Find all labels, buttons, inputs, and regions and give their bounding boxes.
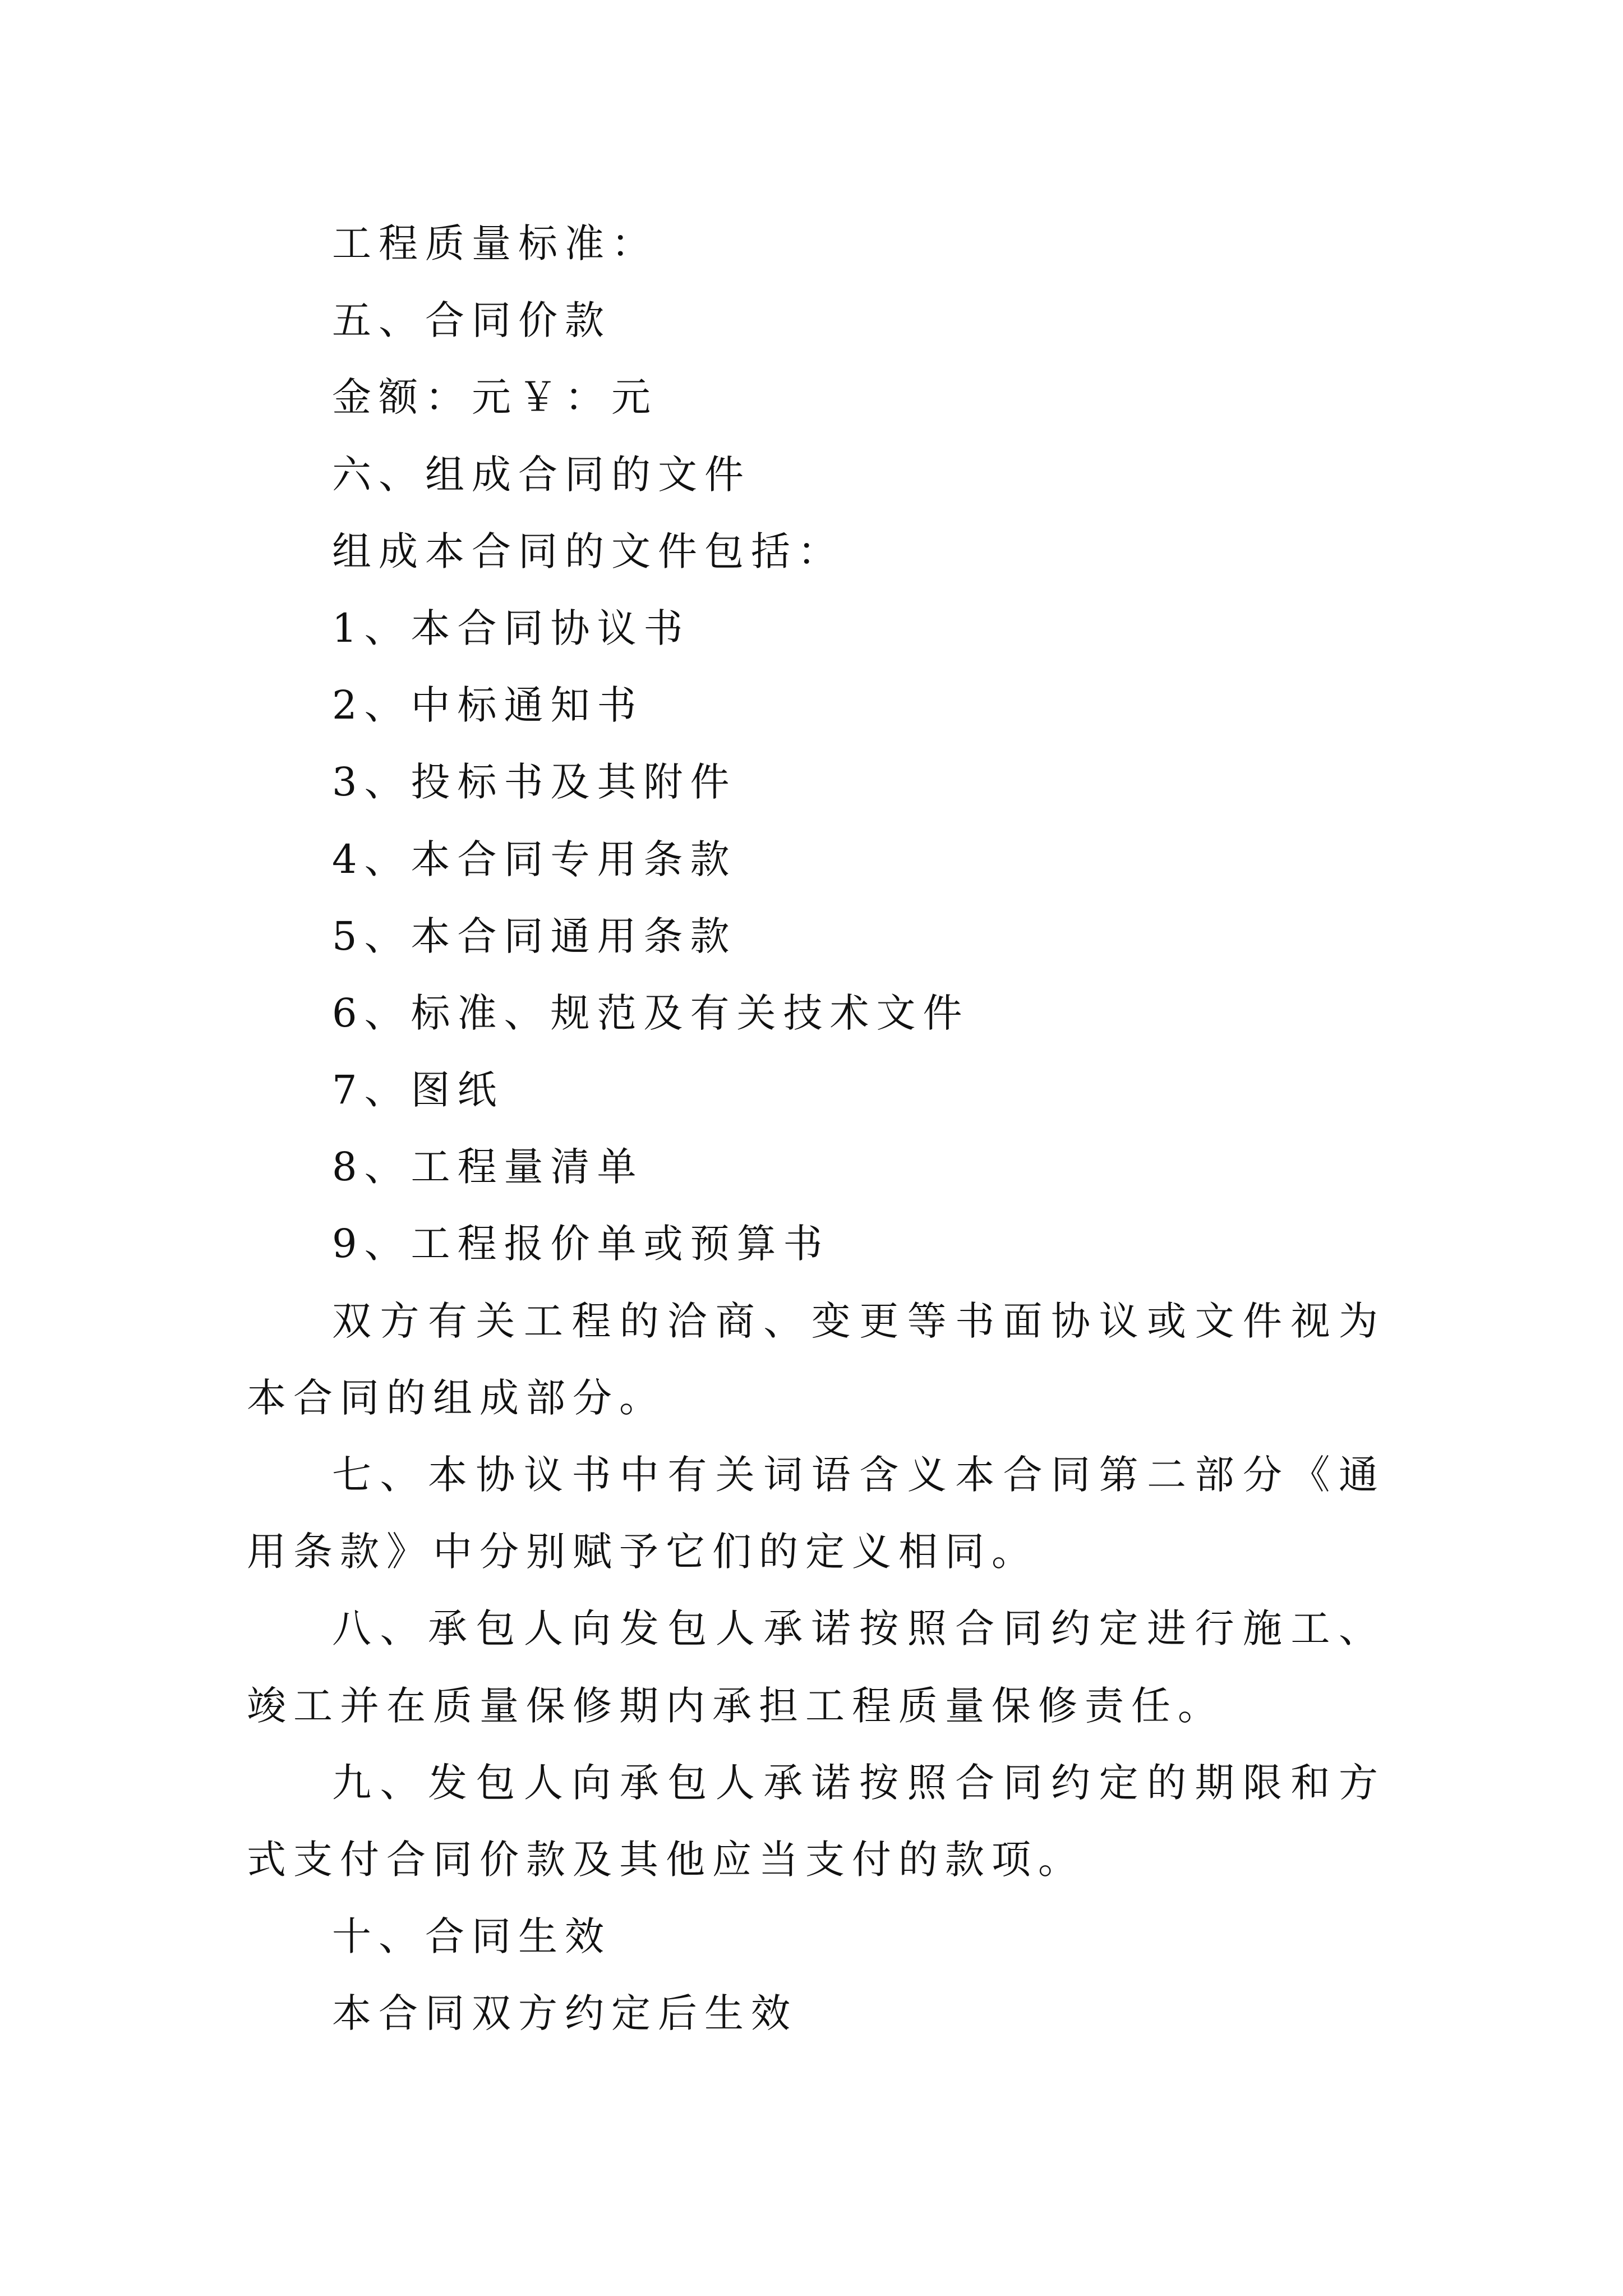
quality-standard-label: 工程质量标准： xyxy=(332,220,658,266)
documents-list-item-8: 8、工程量清单 xyxy=(332,1144,644,1190)
effective-text: 本合同双方约定后生效 xyxy=(332,1990,797,2037)
amount-line: 金额：元￥：元 xyxy=(332,374,658,421)
section-8-paragraph: 八、承包人向发包人承诺按照合同约定进行施工、竣工并在质量保修期内承担工程质量保修责任。 xyxy=(247,1605,1385,1729)
documents-list-item-2: 2、中标通知书 xyxy=(332,682,644,729)
documents-list-item-9: 9、工程报价单或预算书 xyxy=(332,1221,830,1267)
documents-list-item-5: 5、本合同通用条款 xyxy=(332,913,737,959)
documents-list-item-3: 3、投标书及其附件 xyxy=(332,759,737,806)
documents-list-item-6: 6、标准、规范及有关技术文件 xyxy=(332,990,970,1036)
documents-list-item-7: 7、图纸 xyxy=(332,1067,504,1114)
documents-list-item-4: 4、本合同专用条款 xyxy=(332,836,737,882)
section-6-title: 六、组成合同的文件 xyxy=(332,451,751,498)
section-9-paragraph: 九、发包人向承包人承诺按照合同约定的期限和方式支付合同价款及其他应当支付的款项。 xyxy=(247,1759,1385,1883)
documents-list-item-1: 1、本合同协议书 xyxy=(332,605,690,651)
negotiation-paragraph: 双方有关工程的洽商、变更等书面协议或文件视为本合同的组成部分。 xyxy=(247,1297,1385,1421)
section-7-paragraph: 七、本协议书中有关词语含义本合同第二部分《通用条款》中分别赋予它们的定义相同。 xyxy=(247,1452,1385,1575)
section-5-title: 五、合同价款 xyxy=(332,297,611,344)
documents-intro: 组成本合同的文件包括： xyxy=(332,528,844,574)
section-10-title: 十、合同生效 xyxy=(332,1913,611,1960)
document-body xyxy=(247,205,1385,2053)
